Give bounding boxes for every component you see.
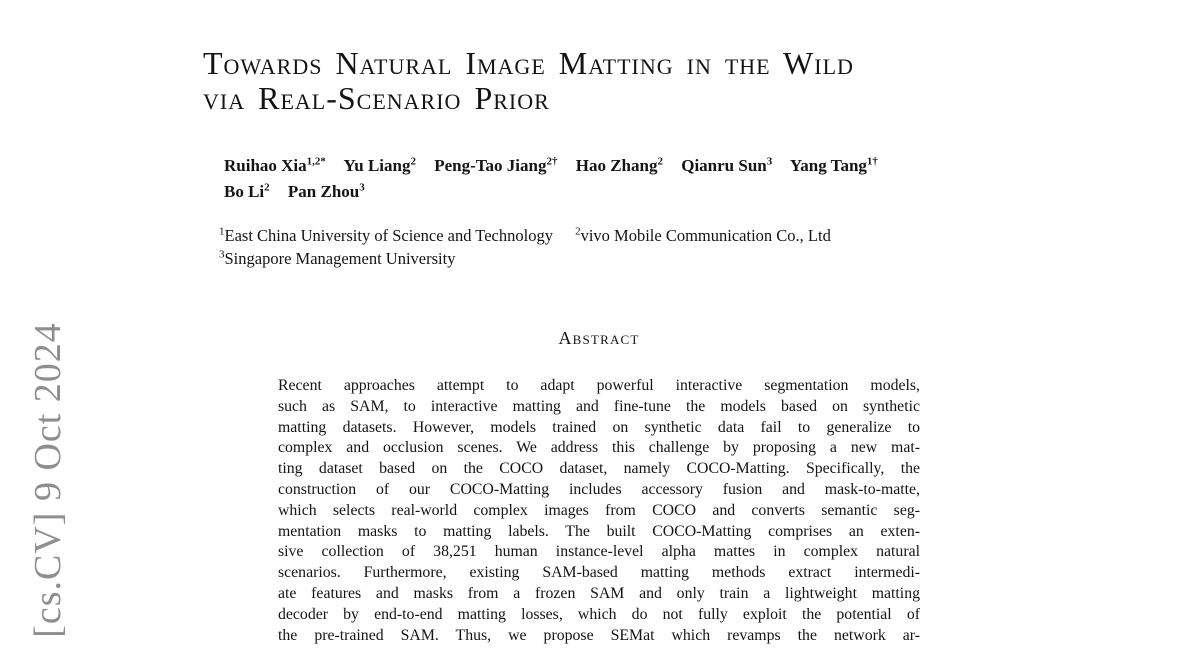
author-name: Yu Liang <box>343 156 411 175</box>
author <box>434 156 557 175</box>
abstract-line: complex and occlusion scenes. We address this challenge by proposing a new mat- <box>278 439 920 457</box>
author <box>224 182 270 201</box>
author-name: Hao Zhang <box>575 156 658 175</box>
affiliation-superscript: 3 <box>219 248 225 261</box>
paper-title <box>203 46 1023 116</box>
author-superscript: 2† <box>546 155 558 168</box>
author-name: Peng-Tao Jiang <box>434 156 547 175</box>
affiliation-name: vivo Mobile Communication Co., Ltd <box>580 226 831 245</box>
author <box>224 156 326 175</box>
author-name: Pan Zhou <box>287 182 360 201</box>
abstract-line: decoder by end-to-end matting losses, which do not fully exploit the potential of <box>278 605 920 623</box>
abstract-body <box>278 376 920 646</box>
affiliations-line-1 <box>219 224 979 247</box>
abstract-line: construction of our COCO-Matting includes accessory fusion and mask-to-matte, <box>278 480 920 498</box>
author-superscript: 3 <box>359 181 365 194</box>
arxiv-watermark: [cs.CV] 9 Oct 2024 <box>27 322 69 638</box>
author-superscript: 1,2* <box>306 155 326 168</box>
author <box>344 156 416 175</box>
abstract-line: the pre-trained SAM. Thus, we propose SEMat which revamps the network ar- <box>278 626 920 644</box>
author-superscript: 3 <box>766 155 773 168</box>
authors-line-1 <box>224 153 984 179</box>
affiliations-line-2 <box>219 247 979 270</box>
authors-block <box>224 153 984 205</box>
author-name: Bo Li <box>224 182 265 201</box>
abstract-line: mentation masks to matting labels. The built COCO-Matting comprises an exten- <box>278 522 920 540</box>
author <box>288 182 365 201</box>
author-name: Ruihao Xia <box>224 156 307 175</box>
affiliation-name: East China University of Science and Technology <box>224 226 553 245</box>
abstract-line: such as SAM, to interactive matting and fine-tune the models based on synthetic <box>278 397 920 415</box>
abstract-line: matting datasets. However, models trained on synthetic data fail to generalize to <box>278 418 920 436</box>
affiliation-item <box>219 249 455 268</box>
author <box>681 156 772 175</box>
abstract-line: ting dataset based on the COCO dataset, namely COCO-Matting. Specifically, the <box>278 460 920 478</box>
affiliation-item <box>219 226 553 245</box>
author-superscript: 2 <box>264 181 270 194</box>
abstract-line: ate features and masks from a frozen SAM and only train a lightweight matting <box>278 584 920 602</box>
authors-line-2 <box>224 179 984 205</box>
author <box>790 156 878 175</box>
title-line-1: Towards Natural Image Matting in the Wild <box>203 45 854 81</box>
author-name: Qianru Sun <box>681 156 767 175</box>
abstract-line: which selects real-world complex images from COCO and converts semantic seg- <box>278 501 920 519</box>
affiliation-superscript: 2 <box>575 225 581 238</box>
title-line-2: via Real-Scenario Prior <box>203 80 550 116</box>
author-superscript: 1† <box>866 155 878 168</box>
abstract-line: sive collection of 38,251 human instance-level alpha mattes in complex natural <box>278 543 920 561</box>
author-superscript: 2 <box>657 155 663 168</box>
affiliation-name: Singapore Management University <box>224 249 456 268</box>
author-superscript: 2 <box>410 155 416 168</box>
affiliation-superscript: 1 <box>219 225 225 238</box>
abstract-heading: Abstract <box>558 328 640 348</box>
abstract-line: scenarios. Furthermore, existing SAM-based matting methods extract intermedi- <box>278 564 920 582</box>
author-name: Yang Tang <box>789 156 867 175</box>
abstract-line: Recent approaches attempt to adapt powerful interactive segmentation models, <box>278 377 920 394</box>
affiliation-item <box>575 226 831 245</box>
affiliations-block <box>219 224 979 270</box>
author <box>576 156 663 175</box>
